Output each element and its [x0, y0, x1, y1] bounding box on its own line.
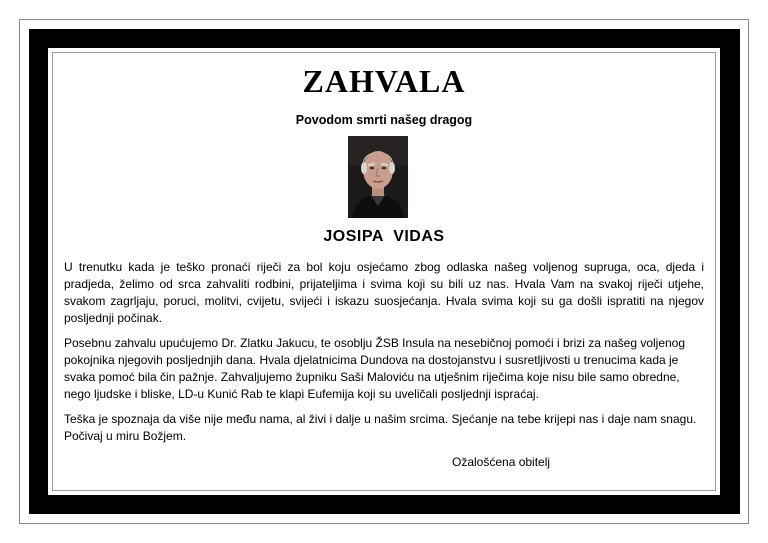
deceased-name: JOSIPA VIDAS	[323, 228, 445, 245]
notice-body	[64, 259, 704, 453]
portrait-photo	[348, 136, 408, 218]
notice-subtitle: Povodom smrti našeg dragog	[295, 113, 473, 127]
paragraph-special-thanks: Posebnu zahvalu upućujemo Dr. Zlatku Jakucu, te osoblju ŽSB Insula na nesebičnoj pomoći i brizi za našeg voljenog pokojnika njegovih posljednjih dana. Hvala djelatnicima Dundova na dostojanstvu i susretljivosti u trenucima kada je svaka pomoć bila čin pažnje. Zahvaljujemo župniku Saši Maloviću na utješnim riječima koje nisu bile samo obredne, nego ljudske i bliske, LD-u Kunić Rab te klapi Eufemija koji su uveličali posljednji ispraćaj.	[64, 336, 686, 401]
signature: Ožalošćena obitelj	[452, 455, 551, 469]
notice-title: ZAHVALA	[302, 63, 466, 99]
paragraph-farewell: Teška je spoznaja da više nije među nama, al živi i dalje u našim srcima. Sjećanje na tebe krijepi nas i daje nam snagu. Počivaj u miru Božjem.	[64, 412, 697, 443]
paragraph-thanks: U trenutku kada je teško pronaći riječi za bol koju osjećamo zbog odlaska našeg voljenog supruga, oca, djeda i pradjeda, želimo od srca zahvaliti rodbini, prijateljima i svima koji su bili uz nas. Hvala Vam na svakoj riječi utjehe, svakom zagrljaju, poruci, molitvi, cvijetu, svijeći i iskazu suosjećanja. Hvala svima koji su ga došli ispratiti na njegov posljednji počinak.	[64, 260, 704, 325]
